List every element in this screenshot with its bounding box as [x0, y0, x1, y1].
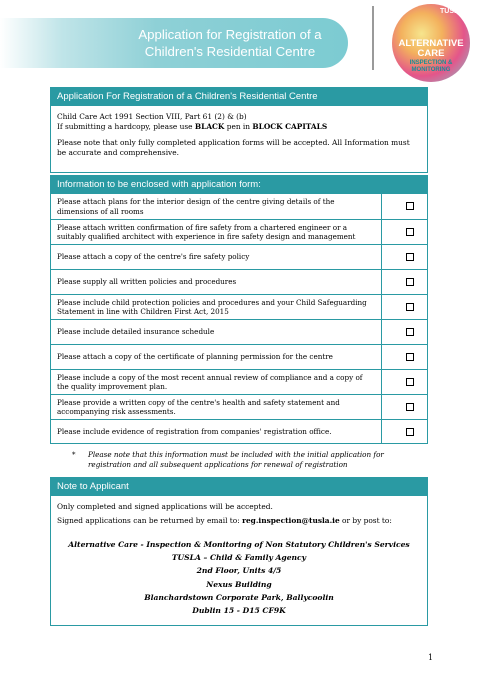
page-title-line1: Application for Registration of a	[138, 27, 322, 42]
address-line: TUSLA – Child & Family Agency	[171, 553, 307, 563]
checklist-item-text: Please attach written confirmation of fire safety from a chartered engineer or a suitably qualified architect with experience in fire safety design and management	[57, 222, 356, 241]
page-number: 1	[428, 653, 434, 662]
return-text-post: or by post to:	[339, 516, 392, 525]
checklist-row	[51, 394, 427, 419]
logo-text-line4: MONITORING	[411, 67, 451, 73]
page-title-line2: Children's Residential Centre	[144, 44, 316, 59]
checkbox[interactable]	[406, 202, 414, 210]
hardcopy-text-mid: pen in	[224, 121, 253, 131]
checkbox[interactable]	[406, 328, 414, 336]
address-line: 2nd Floor, Units 4/5	[196, 566, 282, 576]
checkbox[interactable]	[406, 278, 414, 286]
address-line: Blanchardstown Corporate Park, Ballycoolin	[144, 592, 334, 602]
checklist-row	[51, 319, 427, 344]
row-separator	[381, 345, 382, 369]
row-separator	[381, 270, 382, 294]
hardcopy-text-capitals: BLOCK CAPITALS	[252, 121, 328, 131]
completed-applications-note: Only completed and signed applications will be accepted.	[57, 502, 273, 511]
checklist-row	[51, 369, 427, 394]
checklist-row	[51, 419, 427, 444]
application-body	[51, 106, 427, 157]
footnote-text: Please note that this information must be included with the initial application for registration and all subsequent applications for renewal of registration	[88, 450, 384, 469]
checklist-item-text: Please provide a written copy of the centre's health and safety statement and accompanying risk assessments.	[57, 397, 340, 416]
application-heading: Application For Registration of a Children's Residential Centre	[51, 88, 427, 106]
email-link[interactable]: reg.inspection@tusla.ie	[242, 516, 340, 525]
address-line: Dublin 15 - D15 CF9K	[192, 606, 286, 616]
checklist-item-text: Please attach a copy of the certificate of planning permission for the centre	[57, 352, 333, 362]
checklist-item-text: Please include child protection policies and procedures and your Child Safeguarding Statement in line with Children First Act, 2015	[57, 297, 367, 316]
application-section	[50, 87, 428, 173]
return-instructions	[57, 516, 421, 526]
checklist-item-text: Please include evidence of registration from companies' registration office.	[57, 427, 332, 437]
completion-note: Please note that only fully completed application forms will be accepted. All Information must be accurate and comprehensive.	[57, 138, 410, 157]
checkbox[interactable]	[406, 303, 414, 311]
postal-address	[57, 538, 421, 617]
information-heading: Information to be enclosed with application form:	[51, 176, 427, 194]
row-separator	[381, 220, 382, 244]
checklist-row	[51, 219, 427, 244]
row-separator	[381, 420, 382, 444]
act-reference: Child Care Act 1991 Section VIII, Part 61 (2) & (b)	[57, 112, 247, 121]
checklist-item-text: Please include a copy of the most recent annual review of compliance and a copy of the quality improvement plan.	[57, 372, 363, 391]
checklist-item-text: Please include detailed insurance schedule	[57, 327, 215, 337]
hardcopy-instruction	[57, 122, 421, 132]
checkbox[interactable]	[406, 353, 414, 361]
page-title	[124, 26, 336, 60]
checklist-item-text: Please attach plans for the interior design of the centre giving details of the dimensions of all rooms	[57, 197, 335, 216]
checkbox[interactable]	[406, 403, 414, 411]
checklist-item-text: Please supply all written policies and procedures	[57, 277, 237, 287]
checkbox[interactable]	[406, 378, 414, 386]
hardcopy-text-black: BLACK	[194, 121, 225, 131]
row-separator	[381, 395, 382, 419]
checklist-row	[51, 244, 427, 269]
logo-text-line2: CARE	[417, 48, 445, 59]
hardcopy-text-pre: If submitting a hardcopy, please use	[57, 121, 195, 131]
checklist-row	[51, 294, 427, 319]
row-separator	[381, 370, 382, 394]
information-checklist	[50, 175, 428, 444]
checkbox[interactable]	[406, 253, 414, 261]
row-separator	[381, 245, 382, 269]
note-to-applicant-section	[50, 477, 428, 626]
address-line: Nexus Building	[206, 579, 272, 589]
logo-text-line3: INSPECTION &	[409, 60, 453, 66]
header-divider	[372, 6, 374, 70]
row-separator	[381, 194, 382, 219]
checklist-item-text: Please attach a copy of the centre's fire safety policy	[57, 252, 250, 262]
checkbox[interactable]	[406, 428, 414, 436]
row-separator	[381, 320, 382, 344]
address-line: Alternative Care - Inspection & Monitoring of Non Statutory Children's Services	[68, 540, 410, 549]
checklist-row	[51, 194, 427, 219]
logo-text-line1: ALTERNATIVE	[398, 38, 464, 49]
footnote-bullet: *	[72, 451, 76, 459]
row-separator	[381, 295, 382, 319]
logo-tusla-text: TUSLA	[440, 8, 464, 15]
checklist-row	[51, 269, 427, 294]
return-text-pre: Signed applications can be returned by email to:	[57, 516, 243, 525]
checklist-row	[51, 344, 427, 369]
note-to-applicant-body	[51, 496, 427, 617]
checkbox[interactable]	[406, 228, 414, 236]
note-to-applicant-heading: Note to Applicant	[51, 478, 427, 496]
